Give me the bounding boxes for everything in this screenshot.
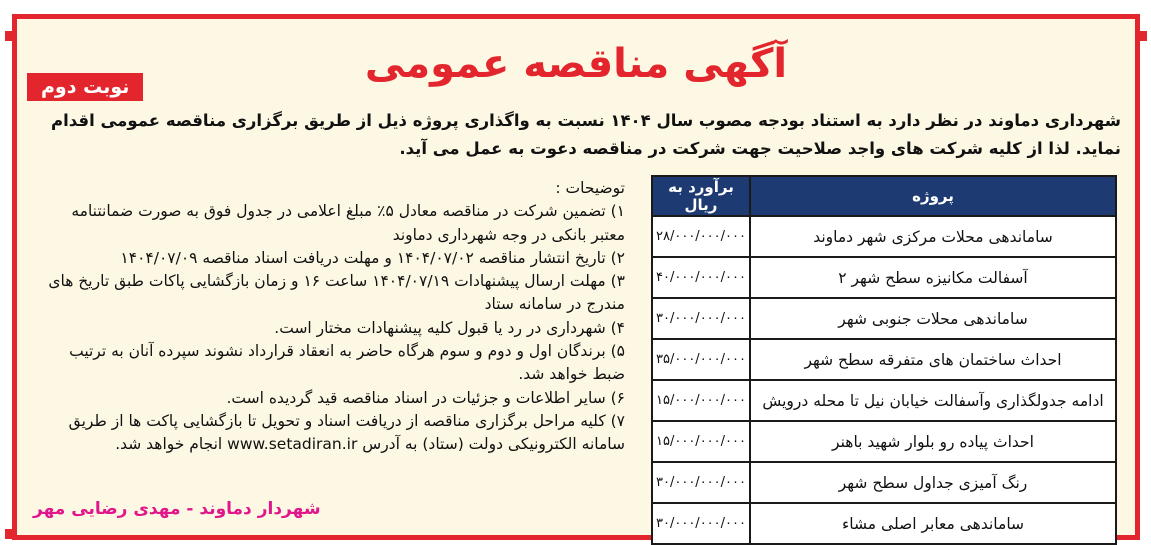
note-item: ۶) سایر اطلاعات و جزئیات در اسناد مناقصه قید گردیده است. xyxy=(226,388,625,407)
project-cell: ادامه جدولگذاری وآسفالت خیابان نیل تا محله درویش xyxy=(750,380,1116,421)
corner-ornament xyxy=(1137,31,1147,41)
table-row xyxy=(652,380,1116,421)
project-cell: احداث پیاده رو بلوار شهید باهنر xyxy=(750,421,1116,462)
project-cell: احداث ساختمان های متفرقه سطح شهر xyxy=(750,339,1116,380)
estimate-cell: ۳۵/۰۰۰/۰۰۰/۰۰۰ xyxy=(652,339,750,380)
estimate-cell: ۱۵/۰۰۰/۰۰۰/۰۰۰ xyxy=(652,380,750,421)
notice-title: آگهی مناقصه عمومی xyxy=(364,41,788,87)
estimate-cell: ۲۸/۰۰۰/۰۰۰/۰۰۰ xyxy=(652,216,750,257)
project-cell: ساماندهی محلات مرکزی شهر دماوند xyxy=(750,216,1116,257)
table-row xyxy=(652,257,1116,298)
note-item: ۱) تضمین شرکت در مناقصه معادل ۵٪ مبلغ اعلامی در جدول فوق به صورت ضمانتنامه معتبر بانکی در وجه شهرداری دماوند xyxy=(71,202,625,244)
project-cell: آسفالت مکانیزه سطح شهر ۲ xyxy=(750,257,1116,298)
project-cell: رنگ آمیزی جداول سطح شهر xyxy=(750,462,1116,503)
estimate-cell: ۱۵/۰۰۰/۰۰۰/۰۰۰ xyxy=(652,421,750,462)
header-estimate: برآورد به ریال xyxy=(652,176,750,216)
table-row xyxy=(652,298,1116,339)
table-row xyxy=(652,421,1116,462)
note-item: ۷) کلیه مراحل برگزاری مناقصه از دریافت اسناد و تحویل تا بازگشایی پاکت ها از طریق سامانه الکترونیکی دولت (ستاد) به آدرس www.setadiran.ir انجام خواهد شد. xyxy=(68,411,625,454)
notice-frame xyxy=(12,14,1140,540)
estimate-cell: ۳۰/۰۰۰/۰۰۰/۰۰۰ xyxy=(652,298,750,339)
intro-text: شهرداری دماوند در نظر دارد به استناد بودجه مصوب سال ۱۴۰۴ نسبت به واگذاری پروژه ذیل از طریق برگزاری مناقصه عمومی اقدام نماید. لذا از کلیه شرکت های واجد صلاحیت جهت شرکت در مناقصه دعوت به عمل می آید. xyxy=(51,111,1121,158)
note-item: ۴) شهرداری در رد یا قبول کلیه پیشنهادات مختار است. xyxy=(274,318,625,337)
note-item: ۵) برندگان اول و دوم و سوم هرگاه حاضر به انعقاد قرارداد نشوند سپرده آنان به ترتیب ضبط خواهد شد. xyxy=(69,342,625,384)
signature: شهردار دماوند - مهدی رضایی مهر xyxy=(33,499,321,519)
note-item: ۳) مهلت ارسال پیشنهادات ۱۴۰۴/۰۷/۱۹ ساعت ۱۶ و زمان بازگشایی پاکات طبق تاریخ های مندرج در سامانه ستاد xyxy=(48,272,625,314)
estimate-cell: ۳۰/۰۰۰/۰۰۰/۰۰۰ xyxy=(652,503,750,544)
table-row xyxy=(652,462,1116,503)
estimate-cell: ۳۰/۰۰۰/۰۰۰/۰۰۰ xyxy=(652,462,750,503)
estimate-cell: ۴۰/۰۰۰/۰۰۰/۰۰۰ xyxy=(652,257,750,298)
notes-section xyxy=(33,177,625,457)
round-badge: نوبت دوم xyxy=(27,73,143,101)
corner-ornament xyxy=(5,31,15,41)
header-project: پروژه xyxy=(750,176,1116,216)
project-cell: ساماندهی محلات جنوبی شهر xyxy=(750,298,1116,339)
project-cell: ساماندهی معابر اصلی مشاء xyxy=(750,503,1116,544)
table-row xyxy=(652,339,1116,380)
note-item: ۲) تاریخ انتشار مناقصه ۱۴۰۴/۰۷/۰۲ و مهلت دریافت اسناد مناقصه ۱۴۰۴/۰۷/۰۹ xyxy=(120,248,625,267)
table-row xyxy=(652,216,1116,257)
projects-table xyxy=(651,175,1117,545)
notes-heading: توضیحات : xyxy=(555,179,625,197)
